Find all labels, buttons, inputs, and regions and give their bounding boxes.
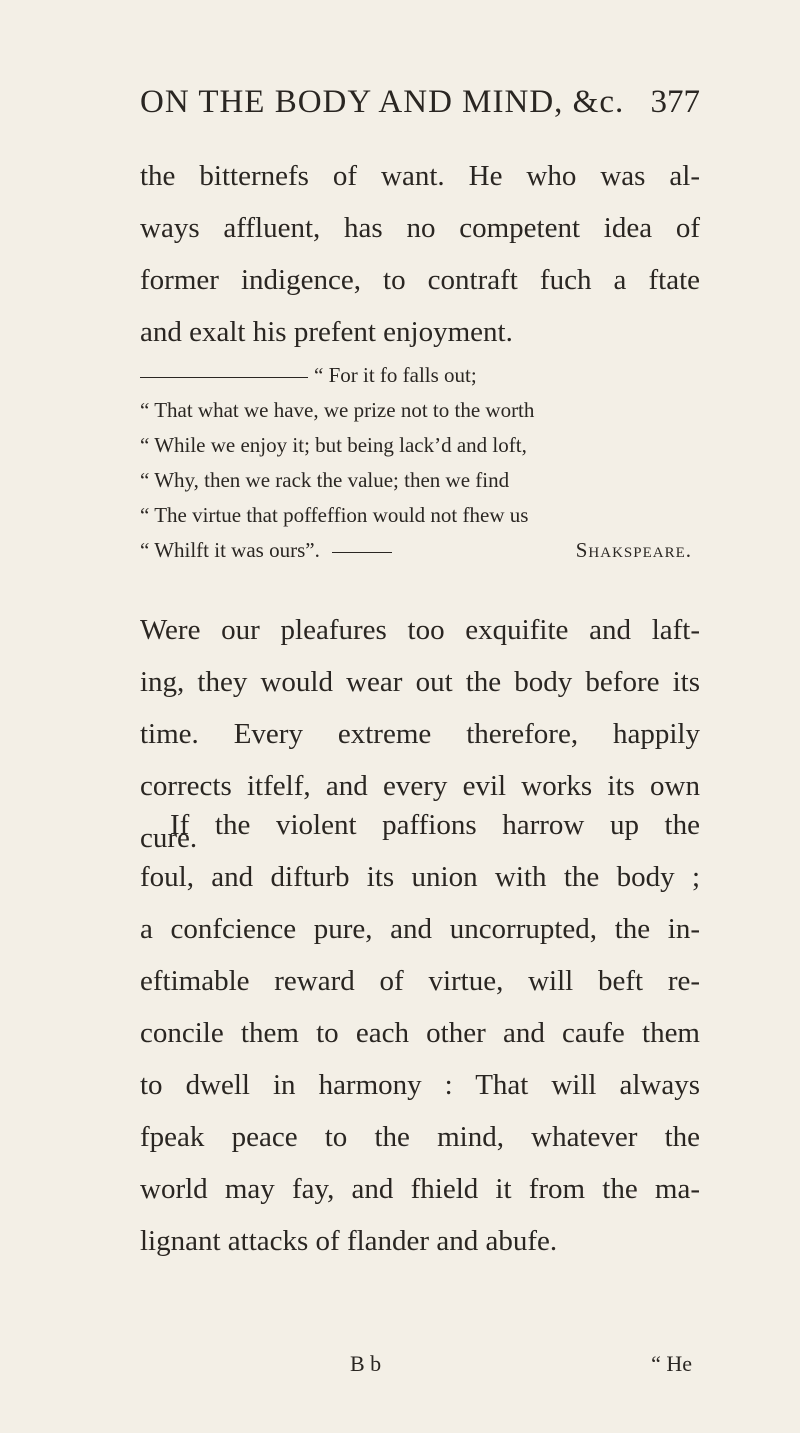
quote-line <box>140 358 700 393</box>
quote-attribution: Shakspeare. <box>575 538 692 562</box>
quote-line-text: “ For it fo falls out; <box>314 363 477 387</box>
dash-rule <box>332 552 392 553</box>
text-line: Were our pleafures too exquifite and laft- <box>140 614 700 646</box>
catchword: “ He <box>651 1351 692 1376</box>
quote-line: “ Why, then we rack the value; then we find <box>140 468 510 492</box>
quote-line: “ That what we have, we prize not to the worth <box>140 398 535 422</box>
quote-line <box>140 533 700 568</box>
paragraph-1 <box>140 150 700 358</box>
text-line: cure. <box>140 822 198 854</box>
running-head <box>140 84 700 128</box>
text-line: the bitternefs of want. He who was al- <box>140 160 700 192</box>
page-number: 377 <box>650 84 700 120</box>
quote-line-text: “ Whilft it was ours”. <box>140 538 320 562</box>
text-line: If the violent paffions harrow up the <box>170 809 700 841</box>
quote-line: “ While we enjoy it; but being lack’d and loft, <box>140 433 527 457</box>
text-line: corrects itfelf, and every evil works its own <box>140 770 700 802</box>
text-line: eftimable reward of virtue, will beft re- <box>140 965 700 997</box>
quote-line: “ The virtue that poffeffion would not fhew us <box>140 503 529 527</box>
text-line: world may fay, and fhield it from the ma- <box>140 1173 700 1205</box>
text-line: lignant attacks of flander and abufe. <box>140 1225 558 1257</box>
text-line: concile them to each other and caufe them <box>140 1017 700 1049</box>
text-line: time. Every extreme therefore, happily <box>140 718 700 750</box>
running-title: ON THE BODY AND MIND, &c. <box>140 84 625 120</box>
text-line: to dwell in harmony : That will always <box>140 1069 700 1101</box>
text-line: foul, and difturb its union with the body ; <box>140 861 700 893</box>
dash-rule <box>140 377 308 378</box>
text-line: ways affluent, has no competent idea of <box>140 212 700 244</box>
text-line: and exalt his prefent enjoyment. <box>140 316 513 348</box>
page-footer <box>140 1351 700 1387</box>
text-line: ing, they would wear out the body before its <box>140 666 700 698</box>
paragraph-3 <box>140 799 700 1267</box>
text-line: former indigence, to contraft fuch a ftate <box>140 264 700 296</box>
text-line: fpeak peace to the mind, whatever the <box>140 1121 700 1153</box>
block-quote <box>140 358 700 568</box>
signature-mark: B b <box>350 1351 382 1376</box>
text-line: a confcience pure, and uncorrupted, the in- <box>140 913 700 945</box>
